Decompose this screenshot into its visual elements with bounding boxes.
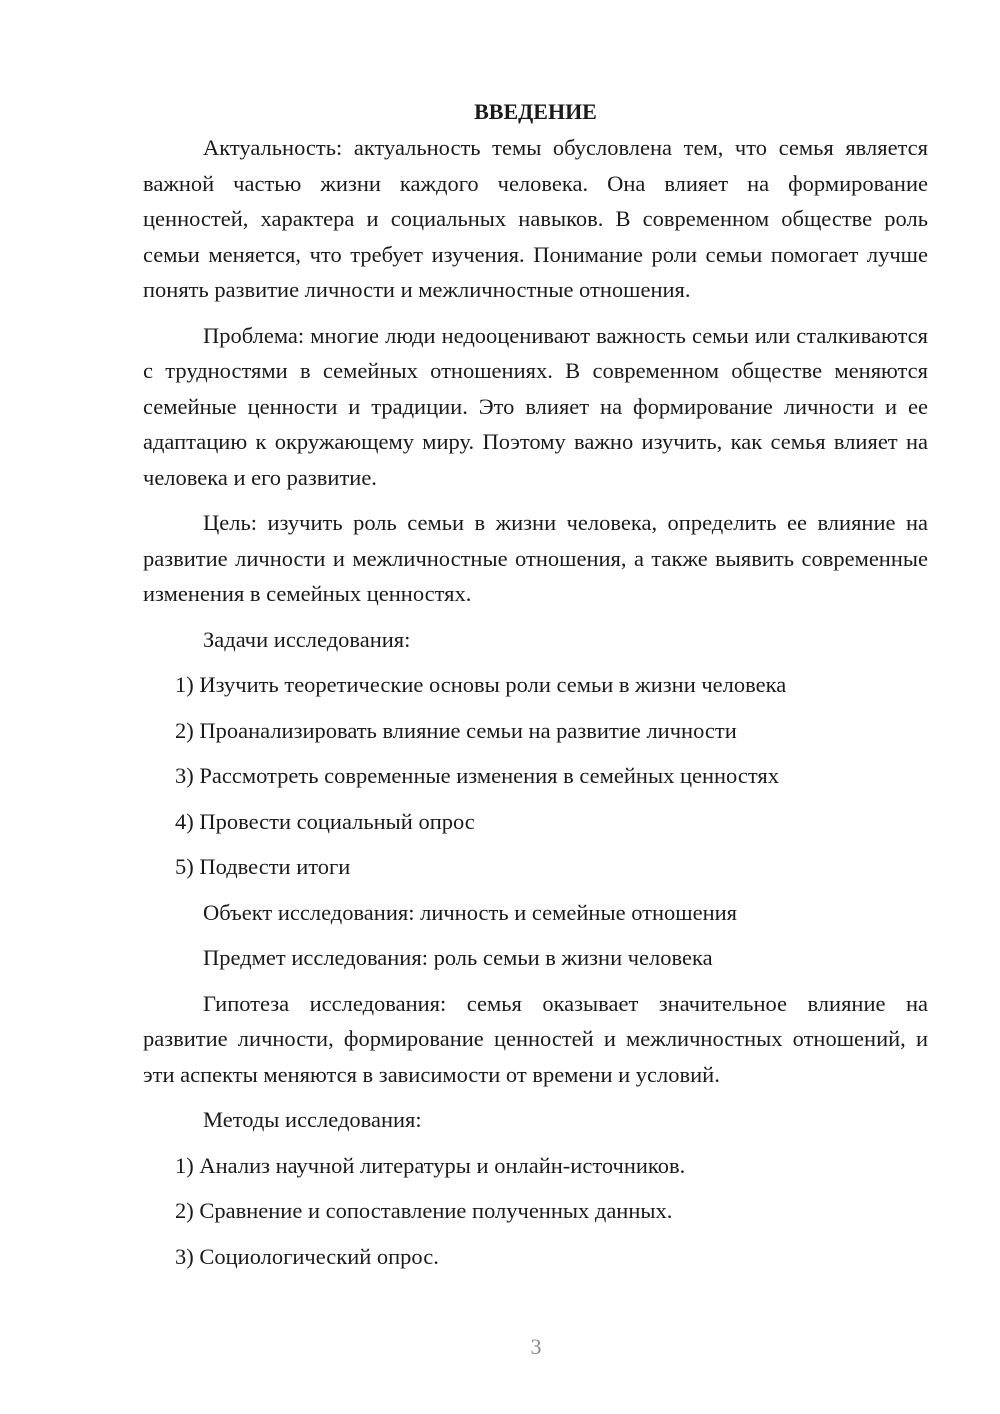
relevance-paragraph: Актуальность: актуальность темы обусловлена тем, что семья является важной частью жизни каждого человека. Она влияет на формирование ценностей, характера и социальных навыков. В современном обществе роль семьи меняется, что требует изучения. Понимание роли семьи помогает лучше понять развитие личности и межличностные отношения. [143,135,928,302]
method-item: 2) Сравнение и сопоставление полученных данных. [175,1198,673,1223]
methods-list [143,1148,928,1275]
task-item: 3) Рассмотреть современные изменения в семейных ценностях [175,763,779,788]
tasks-list [143,667,928,885]
page-content [143,94,928,1284]
goal-paragraph: Цель: изучить роль семьи в жизни человека, определить ее влияние на развитие личности и межличностные отношения, а также выявить современные изменения в семейных ценностях. [143,510,928,606]
task-item: 5) Подвести итоги [175,854,351,879]
method-item: 3) Социологический опрос. [175,1243,439,1269]
method-item: 1) Анализ научной литературы и онлайн-источников. [175,1152,686,1178]
task-item: 1) Изучить теоретические основы роли семьи в жизни человека [175,672,787,697]
section-title: ВВЕДЕНИЕ [474,99,597,124]
task-item: 2) Проанализировать влияние семьи на развитие личности [175,717,737,743]
page-number: 3 [530,1334,542,1359]
methods-heading: Методы исследования: [203,1107,422,1132]
problem-paragraph: Проблема: многие люди недооценивают важность семьи или сталкиваются с трудностями в семейных отношениях. В современном обществе меняются семейные ценности и традиции. Это влияет на формирование личности и ее адаптацию к окружающему миру. Поэтому важно изучить, как семья влияет на человека и его развитие. [143,322,928,490]
subject-paragraph: Предмет исследования: роль семьи в жизни человека [203,945,713,970]
hypothesis-paragraph: Гипотеза исследования: семья оказывает значительное влияние на развитие личности, формирование ценностей и межличностных отношений, и эти аспекты меняются в зависимости от времени и условий. [143,990,928,1087]
tasks-heading: Задачи исследования: [203,626,411,652]
object-paragraph: Объект исследования: личность и семейные отношения [203,899,738,925]
task-item: 4) Провести социальный опрос [175,808,475,834]
